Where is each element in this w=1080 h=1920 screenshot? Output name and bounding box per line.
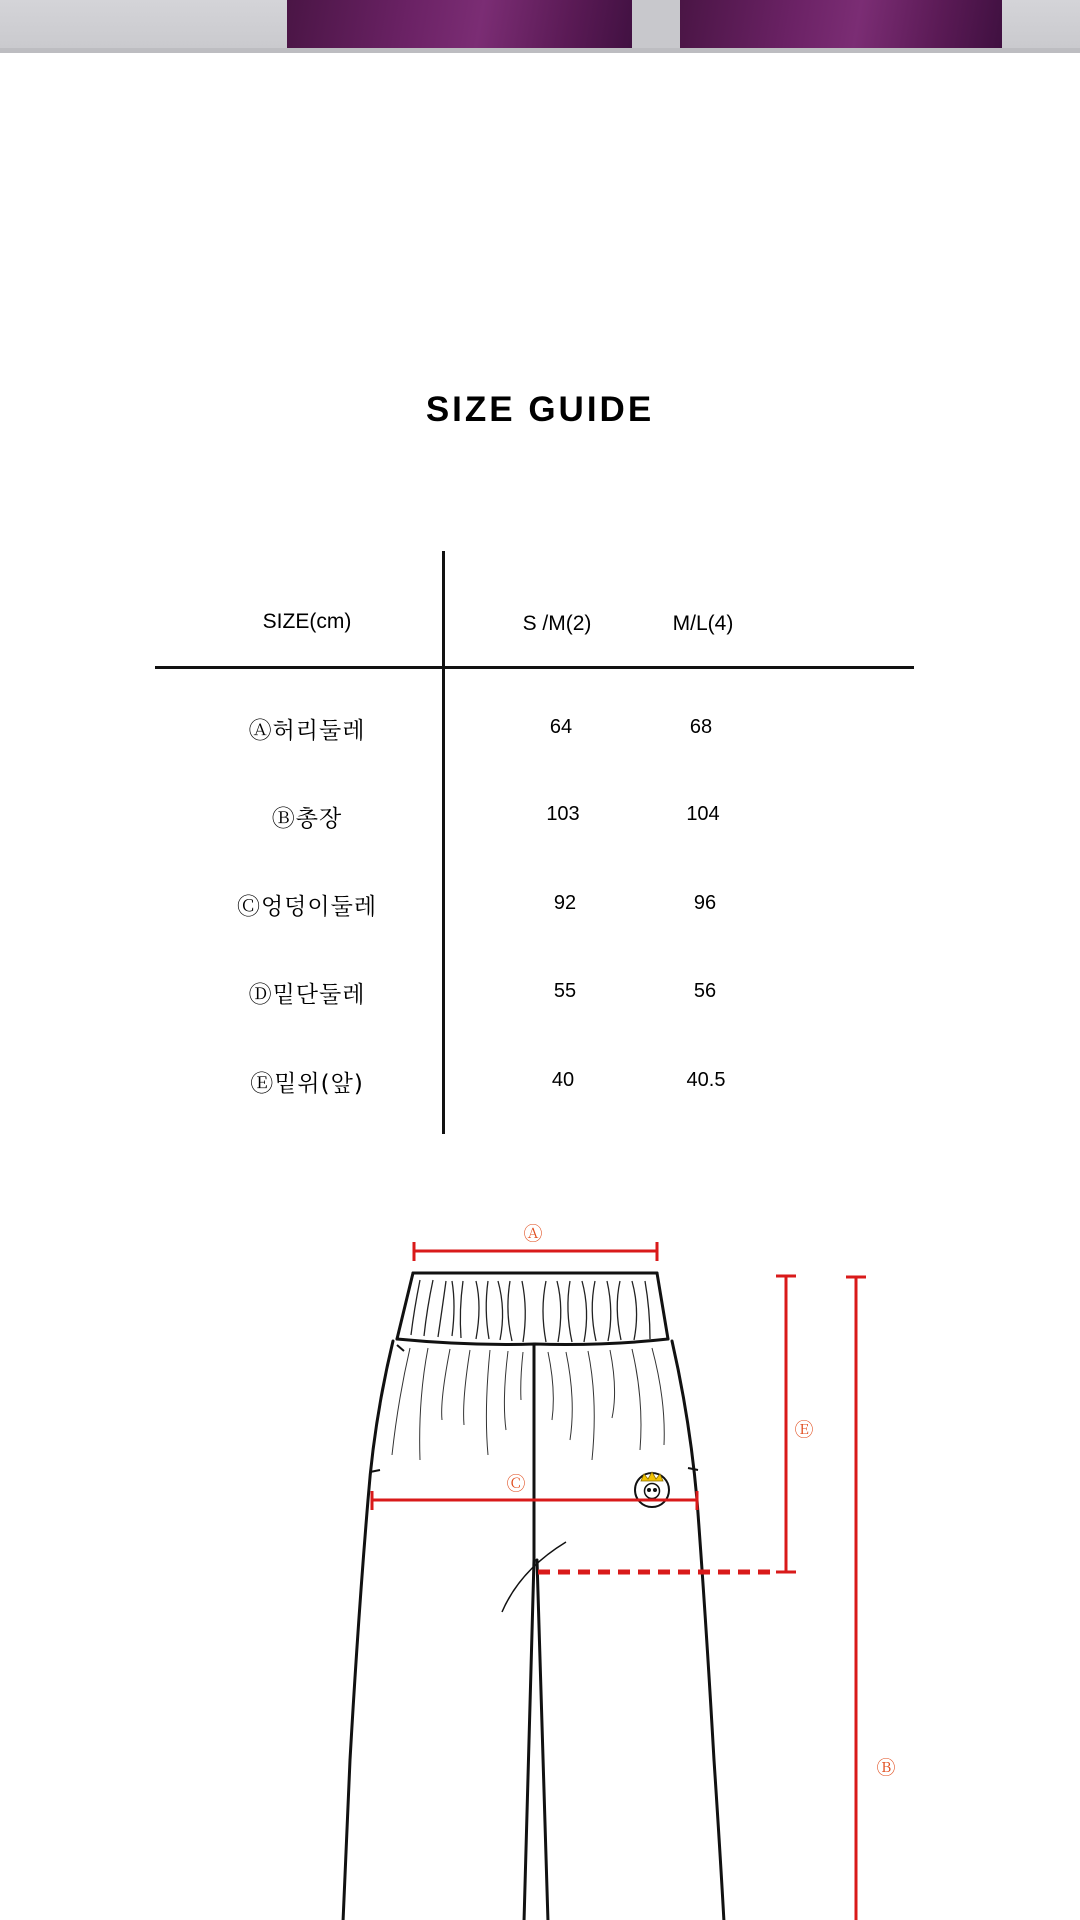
table-cell-value: 55 [553,980,577,1002]
pants-measurement-diagram [0,1200,1080,1920]
table-row-label: Ⓑ총장 [271,806,343,832]
measure-a-marker: Ⓐ [523,1223,543,1245]
table-header-label: SIZE(cm) [262,610,352,633]
measure-e-line [776,1276,796,1572]
table-cell-value: 96 [693,892,717,914]
table-vertical-divider [442,551,445,1134]
table-cell-value: 40 [551,1069,575,1091]
table-cell-value: 56 [693,980,717,1002]
waistband-left-side [397,1273,413,1339]
right-pocket-mark [688,1468,698,1470]
left-outer-seam [343,1341,393,1920]
logo-badge-icon [635,1472,669,1507]
waistband-gathers [411,1280,650,1342]
measure-b-marker: Ⓑ [876,1757,896,1779]
table-header-size-2: M/L(4) [672,612,734,635]
table-cell-value: 68 [689,716,713,738]
table-cell-value: 103 [546,803,580,825]
table-cell-value: 64 [549,716,573,738]
table-row-label: Ⓐ허리둘레 [248,718,366,744]
product-photo-gap [632,0,684,53]
table-row-label: Ⓒ엉덩이둘레 [236,894,378,920]
table-row-label: Ⓓ밑단둘레 [248,982,366,1008]
table-cell-value: 104 [686,803,720,825]
measure-e-marker: Ⓔ [794,1419,814,1441]
right-inner-seam [537,1560,548,1920]
product-photo-floor [0,48,1080,53]
measure-b-line [846,1277,866,1920]
page-title: SIZE GUIDE [425,390,655,429]
right-outer-seam [672,1341,724,1920]
table-header-size-1: S /M(2) [522,612,592,635]
left-band-tick [397,1345,404,1351]
body-gathers [392,1348,664,1460]
waistband-right-side [657,1273,668,1339]
product-photo-left-leg [287,0,637,53]
measure-c-marker: Ⓒ [506,1473,526,1495]
product-photo-right-leg [680,0,1002,53]
waistband-bottom-line [397,1339,668,1344]
table-header-divider [155,666,914,669]
table-cell-value: 92 [553,892,577,914]
table-cell-value: 40.5 [686,1069,726,1091]
table-row-label: Ⓔ밑위(앞) [250,1071,364,1097]
pants-outline [343,1273,724,1920]
product-photo [0,0,1080,53]
left-inner-seam [524,1560,534,1920]
